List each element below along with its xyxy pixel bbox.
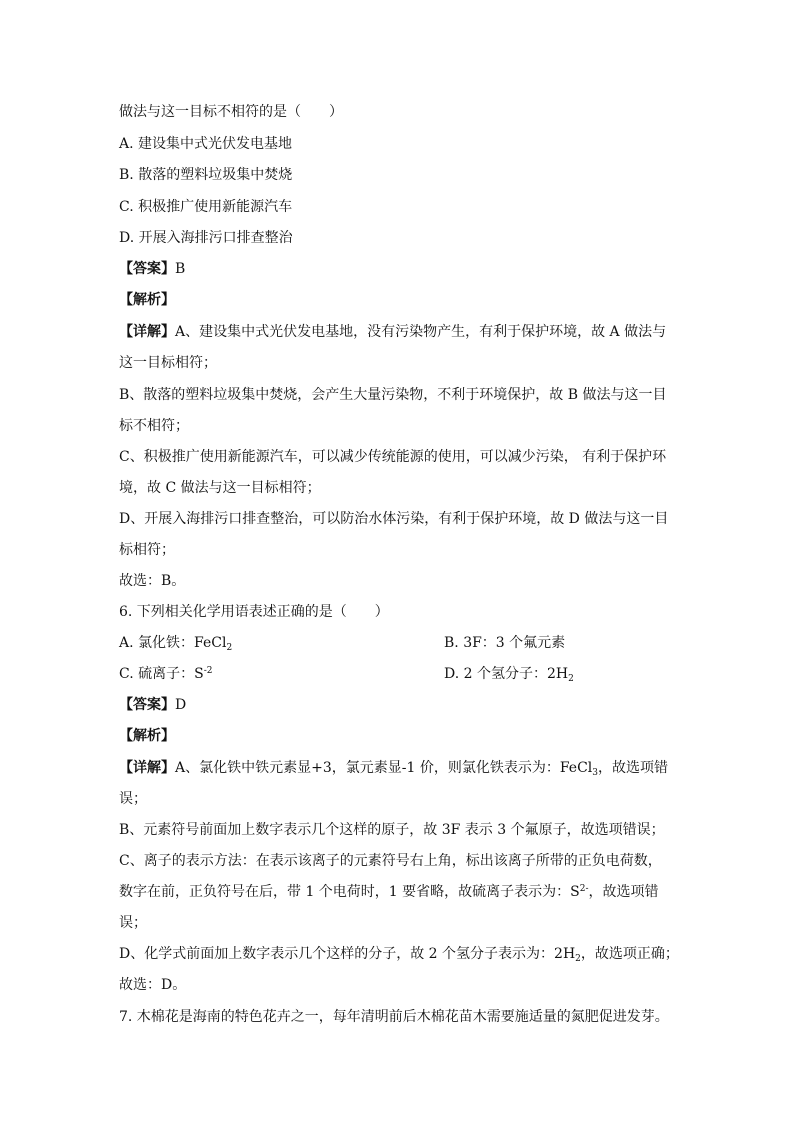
option-d-subscript: 2 [568, 674, 574, 684]
detail-subscript: 3 [592, 768, 598, 778]
answer-label: 【答案】 [119, 261, 175, 277]
q6-option-a [119, 634, 232, 652]
q5-analysis-label: 【解析】 [119, 292, 175, 308]
q5-detail-line-2: 这一目标相符； [119, 355, 217, 371]
answer-value: B [175, 261, 186, 277]
answer-label: 【答案】 [119, 697, 175, 713]
option-c-text: C. 硫离子：S [119, 666, 204, 682]
q5-detail-line-5: C、积极推广使用新能源汽车，可以减少传统能源的使用，可以减少污染， 有利于保护环 [119, 449, 667, 465]
answer-value: D [175, 697, 187, 713]
q6-option-c [119, 665, 213, 683]
q5-answer [119, 260, 185, 278]
option-a-subscript: 2 [226, 643, 233, 653]
q5-detail-line-1 [119, 323, 666, 341]
detail-text: D、化学式前面加上数字表示几个这样的分子，故 2 个氢分子表示为：2H [119, 946, 576, 962]
q5-detail-line-7: D、开展入海排污口排查整治，可以防治水体污染，有利于保护环境，故 D 做法与这一目 [119, 511, 669, 527]
detail-text: 数字在前，正负符号在后，带 1 个电荷时，1 要省略，故硫离子表示为：S [119, 884, 580, 900]
detail-tail: ，故选项错 [588, 884, 659, 900]
detail-superscript: 2- [579, 884, 589, 894]
q5-stem-tail: 做法与这一目标不相符的是（ ） [119, 104, 343, 120]
q5-option-b: B. 散落的塑料垃圾集中焚烧 [119, 167, 293, 183]
option-c-superscript: -2 [203, 666, 213, 676]
detail-tail: ，故选项正确； [580, 946, 679, 962]
detail-subscript: 2 [575, 954, 581, 964]
q5-option-d: D. 开展入海排污口排查整治 [119, 230, 293, 246]
q7-stem: 7. 木棉花是海南的特色花卉之一，每年清明前后木棉花苗木需要施适量的氮肥促进发芽。 [119, 1009, 669, 1025]
q5-detail-line-8: 标相符； [119, 542, 175, 558]
detail-label: 【详解】 [119, 324, 175, 340]
detail-label: 【详解】 [119, 760, 175, 776]
q5-detail-line-4: 标不相符； [119, 418, 189, 434]
q5-conclusion: 故选：B。 [119, 573, 186, 589]
q5-option-c: C. 积极推广使用新能源汽车 [119, 199, 293, 215]
q6-detail-line-6: 误； [119, 915, 147, 931]
q6-analysis-label: 【解析】 [119, 728, 175, 744]
option-a-text: A. 氯化铁：FeCl [119, 635, 227, 651]
q6-conclusion: 故选：D。 [119, 977, 187, 993]
q5-detail-line-3: B、散落的塑料垃圾集中焚烧，会产生大量污染物，不利于环境保护，故 B 做法与这一目 [119, 387, 667, 403]
q6-detail-line-5 [119, 883, 659, 901]
q6-detail-line-3: B、元素符号前面加上数字表示几个这样的原子，故 3F 表示 3 个氟原子，故选项错误； [119, 822, 665, 838]
q5-option-a: A. 建设集中式光伏发电基地 [119, 136, 293, 152]
q6-detail-line-4: C、离子的表示方法：在表示该离子的元素符号右上角，标出该离子所带的正负电荷数， [119, 853, 662, 869]
detail-text: A、建设集中式光伏发电基地，没有污染物产生，有利于保护环境，故 A 做法与 [175, 324, 667, 340]
detail-tail: ，故选项错 [598, 760, 668, 776]
q6-detail-line-7 [119, 945, 679, 963]
option-d-text: D. 2 个氢分子：2H [444, 666, 569, 682]
q6-answer [119, 696, 186, 714]
q6-option-d [444, 665, 574, 683]
q6-detail-line-2: 误； [119, 791, 147, 807]
q6-option-b: B. 3F：3 个氟元素 [444, 635, 566, 651]
q5-detail-line-6: 境，故 C 做法与这一目标相符； [119, 480, 321, 496]
q6-detail-line-1 [119, 759, 668, 777]
q6-stem: 6. 下列相关化学用语表述正确的是（ ） [119, 604, 389, 620]
detail-text: A、氯化铁中铁元素显+3，氯元素显-1 价，则氯化铁表示为：FeCl [175, 760, 593, 776]
